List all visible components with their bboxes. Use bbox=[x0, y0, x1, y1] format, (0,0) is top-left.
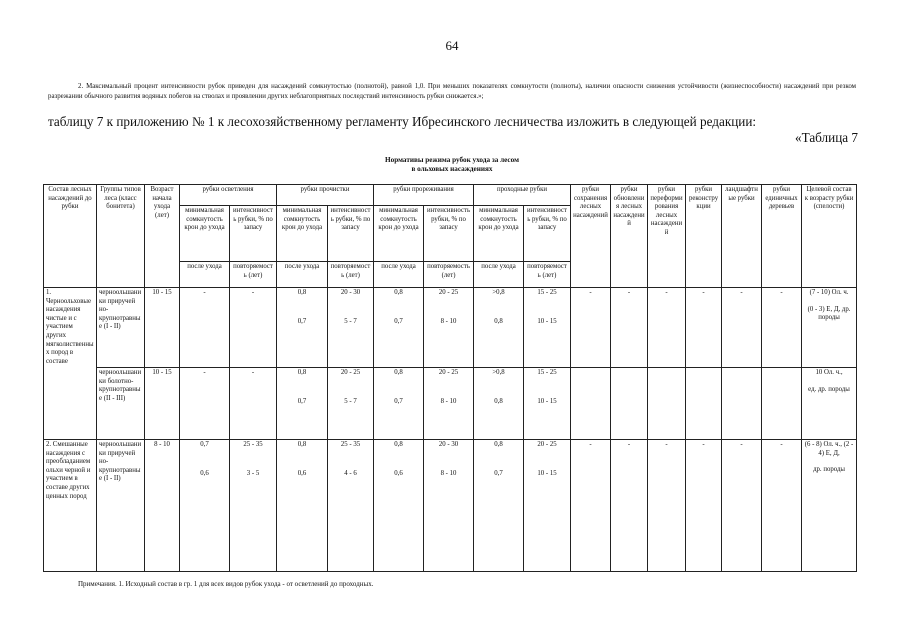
caption-line-1: Нормативы режима рубок ухода за лесом bbox=[385, 156, 519, 164]
value: 8 - 10 bbox=[440, 317, 457, 325]
value: 0,8 bbox=[494, 441, 503, 448]
value: 0,7 bbox=[394, 317, 403, 325]
subheader-min-closure: минимальная сомкнутость крон до ухода bbox=[277, 206, 328, 262]
value-cell: - bbox=[611, 288, 648, 368]
header-rekonstruktsiya: рубки реконструкции bbox=[686, 185, 722, 288]
value-cell bbox=[424, 288, 474, 368]
header-landshaftnye: ландшафтные рубки bbox=[722, 185, 762, 288]
value: 15 - 25 bbox=[537, 289, 557, 296]
value-cell bbox=[648, 368, 686, 440]
value: 10 - 15 bbox=[537, 469, 557, 477]
value: (0 - 3) Е, Д, др. породы bbox=[807, 305, 851, 322]
table-label: «Таблица 7 bbox=[795, 130, 858, 145]
value: (6 - 8) Ол. ч., (2 - 4) Е, Д, bbox=[804, 441, 854, 457]
header-forest-type: Группы типов леса (класс бонитета) bbox=[97, 185, 145, 288]
value: 0,7 bbox=[297, 317, 307, 325]
value: 20 - 25 bbox=[438, 369, 459, 376]
value: др. породы bbox=[813, 466, 845, 474]
value: 0,8 bbox=[394, 441, 403, 448]
subheader-repeat: повторяемость (лет) bbox=[424, 262, 474, 288]
value: 10 Ол. ч., bbox=[815, 369, 843, 376]
subheader-min-closure: минимальная сомкнутость крон до ухода bbox=[180, 206, 230, 262]
forest-type-cell: черноольшаники приручей но-крупнотравные (I - II) bbox=[97, 440, 145, 572]
value: 25 - 35 bbox=[243, 441, 263, 448]
value-cell: - bbox=[722, 440, 762, 572]
value-cell: - bbox=[648, 440, 686, 572]
caption-line-2: в ольховых насаждениях bbox=[411, 165, 493, 173]
value-cell bbox=[686, 368, 722, 440]
value: 0,6 bbox=[200, 469, 209, 477]
value: 15 - 25 bbox=[537, 369, 557, 376]
value-cell bbox=[374, 440, 424, 572]
subheader-min-closure: минимальная сомкнутость крон до ухода bbox=[474, 206, 524, 262]
value-cell bbox=[374, 368, 424, 440]
value-cell: - bbox=[571, 288, 611, 368]
value-cell: - bbox=[230, 288, 277, 368]
value: >0,8 bbox=[492, 369, 505, 376]
group-cell: 1. Черноольховые насаждения чистые и с участием других мягколиственных пород в составе bbox=[44, 288, 97, 440]
value-cell bbox=[524, 440, 571, 572]
value-cell: - bbox=[571, 440, 611, 572]
value: 0,6 bbox=[297, 469, 307, 477]
value: 0,8 bbox=[394, 369, 403, 376]
age-cell: 10 - 15 bbox=[145, 288, 180, 368]
value: 25 - 35 bbox=[340, 441, 361, 448]
value: (7 - 10) Ол. ч. bbox=[809, 289, 849, 296]
table-notes: Примечания. 1. Исходный состав в гр. 1 для всех видов рубок ухода - от осветлений до проходных. bbox=[78, 580, 374, 588]
table-row bbox=[44, 440, 857, 572]
value-cell bbox=[277, 440, 328, 572]
age-cell: 10 - 15 bbox=[145, 368, 180, 440]
value-cell bbox=[474, 288, 524, 368]
value-cell bbox=[424, 368, 474, 440]
value-cell: - bbox=[230, 368, 277, 440]
subheader-after-care: после ухода bbox=[277, 262, 328, 288]
subheader-after-care: после ухода bbox=[374, 262, 424, 288]
header-osvetlenie: рубки осветления bbox=[180, 185, 277, 206]
subheader-after-care: после ухода bbox=[474, 262, 524, 288]
header-prorezhivanie: рубки прореживания bbox=[374, 185, 474, 206]
value: 10 - 15 bbox=[537, 397, 557, 405]
value: 5 - 7 bbox=[344, 317, 357, 325]
value-cell bbox=[328, 368, 374, 440]
value-cell bbox=[230, 440, 277, 572]
subheader-intensity: интенсивность рубки, % по запасу bbox=[424, 206, 474, 262]
target-cell bbox=[802, 288, 857, 368]
value-cell bbox=[180, 440, 230, 572]
value-cell bbox=[722, 368, 762, 440]
subheader-intensity: интенсивность рубки, % по запасу bbox=[328, 206, 374, 262]
value-cell: - bbox=[722, 288, 762, 368]
header-prokhodnye: проходные рубки bbox=[474, 185, 571, 206]
value: 0,8 bbox=[494, 317, 503, 325]
forest-type-cell: черноольшаники приручей но-крупнотравные (I - II) bbox=[97, 288, 145, 368]
value-cell: - bbox=[762, 440, 802, 572]
value: ед. др. породы bbox=[808, 385, 850, 393]
value: 0,7 bbox=[200, 441, 209, 448]
amendment-sentence: таблицу 7 к приложению № 1 к лесохозяйственному регламенту Ибресинского лесничества изложить в следующей редакции: bbox=[48, 114, 757, 129]
value-cell: - bbox=[686, 440, 722, 572]
value-cell bbox=[762, 368, 802, 440]
header-edinichnye: рубки единичных деревьев bbox=[762, 185, 802, 288]
table-row bbox=[44, 288, 857, 368]
value: 0,7 bbox=[394, 397, 403, 405]
value-cell bbox=[424, 440, 474, 572]
paragraph-note-2: 2. Максимальный процент интенсивности рубок приведен для насаждений сомкнутостью (полнотой), равной 1,0. При меньших показателях сомкнутости (полноты), наличии опасности снижения устойчивости (жизнеспособности) насаждений при резком разрежании обычного развития водяных побегов на стволах и проявлении других неблагоприятных последствий интенсивность рубки снижается.»; bbox=[48, 83, 856, 100]
value: 0,7 bbox=[494, 469, 503, 477]
subheader-intensity: интенсивность рубки, % по запасу bbox=[524, 206, 571, 262]
value-cell: - bbox=[648, 288, 686, 368]
subheader-intensity: интенсивность рубки, % по запасу bbox=[230, 206, 277, 262]
value: 3 - 5 bbox=[246, 469, 260, 477]
value: 4 - 6 bbox=[344, 469, 357, 477]
value-cell: - bbox=[686, 288, 722, 368]
value-cell bbox=[524, 368, 571, 440]
header-composition: Состав лесных насаждений до рубки bbox=[44, 185, 97, 288]
value: 8 - 10 bbox=[440, 469, 457, 477]
target-cell bbox=[802, 440, 857, 572]
value: 5 - 7 bbox=[344, 397, 357, 405]
value: 0,8 bbox=[394, 289, 403, 296]
value-cell: - bbox=[762, 288, 802, 368]
subheader-repeat: повторяемость (лет) bbox=[328, 262, 374, 288]
value: 8 - 10 bbox=[440, 397, 457, 405]
subheader-repeat: повторяемость (лет) bbox=[524, 262, 571, 288]
subheader-repeat: повторяемость (лет) bbox=[230, 262, 277, 288]
value: 20 - 25 bbox=[438, 289, 459, 296]
value-cell bbox=[277, 288, 328, 368]
header-start-age: Возраст начала ухода (лет) bbox=[145, 185, 180, 288]
table-caption bbox=[0, 156, 904, 174]
value-cell: - bbox=[611, 440, 648, 572]
table-row bbox=[44, 368, 857, 440]
value-cell bbox=[611, 368, 648, 440]
value: 20 - 30 bbox=[340, 289, 361, 296]
subheader-after-care: после ухода bbox=[180, 262, 230, 288]
value: 20 - 25 bbox=[537, 441, 557, 448]
forest-type-cell: черноольшаники болотно-крупнотравные (II - III) bbox=[97, 368, 145, 440]
value-cell bbox=[328, 288, 374, 368]
header-prochistka: рубки прочистки bbox=[277, 185, 374, 206]
value-cell: - bbox=[180, 288, 230, 368]
value: 0,8 bbox=[297, 289, 307, 296]
value: 0,8 bbox=[297, 441, 307, 448]
value-cell bbox=[474, 440, 524, 572]
value: 10 - 15 bbox=[537, 317, 557, 325]
header-sokhranenie: рубки сохранения лесных насаждений bbox=[571, 185, 611, 288]
value: 0,7 bbox=[297, 397, 307, 405]
value-cell bbox=[524, 288, 571, 368]
age-cell: 8 - 10 bbox=[145, 440, 180, 572]
value: 0,6 bbox=[394, 469, 403, 477]
target-cell bbox=[802, 368, 857, 440]
value-cell bbox=[571, 368, 611, 440]
header-obnovlenie: рубки обновления лесных насаждений bbox=[611, 185, 648, 288]
value: >0,8 bbox=[492, 289, 505, 296]
page-number: 64 bbox=[445, 38, 459, 53]
value: 0,8 bbox=[297, 369, 307, 376]
group-cell: 2. Смешанные насаждения с преобладанием ольхи черной и участием в составе других ценных пород bbox=[44, 440, 97, 572]
value: 20 - 30 bbox=[438, 441, 459, 448]
value: 20 - 25 bbox=[340, 369, 361, 376]
thinning-norms-table bbox=[43, 184, 857, 572]
subheader-min-closure: минимальная сомкнутость крон до ухода bbox=[374, 206, 424, 262]
header-pereformirovanie: рубки переформирования лесных насаждений bbox=[648, 185, 686, 288]
value-cell: - bbox=[180, 368, 230, 440]
value-cell bbox=[328, 440, 374, 572]
value: 0,8 bbox=[494, 397, 503, 405]
header-target-composition: Целевой состав к возрасту рубки (спелости) bbox=[802, 185, 857, 288]
value-cell bbox=[277, 368, 328, 440]
value-cell bbox=[474, 368, 524, 440]
value-cell bbox=[374, 288, 424, 368]
